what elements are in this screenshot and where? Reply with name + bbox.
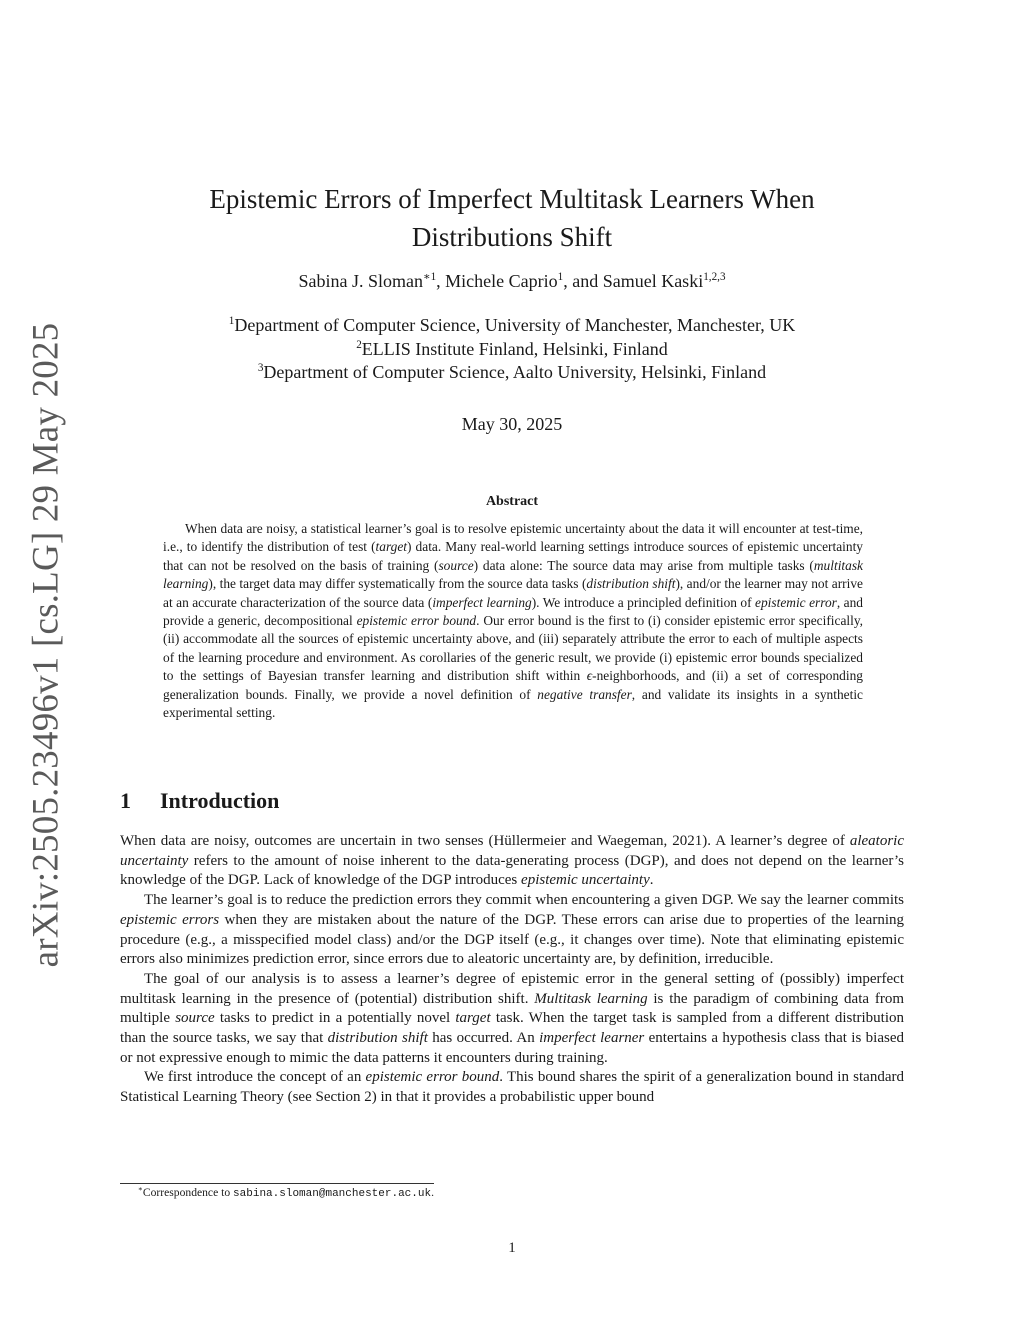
affiliation-text: Department of Computer Science, University of Manchester, Manchester, UK xyxy=(234,315,796,335)
affiliation-mark: 3 xyxy=(257,362,264,374)
affiliation xyxy=(150,314,874,338)
footnote-end: . xyxy=(431,1186,434,1199)
author-list: Sabina J. Sloman$^{∗1}$, Michele Caprio$^1$, and Samuel Kaski$^{1,2,3}$ xyxy=(298,271,726,291)
text-run: ). We introduce a principled definition of xyxy=(531,594,756,610)
emphasized-text: epistemic error bound xyxy=(356,613,477,629)
text-run: The learner’s goal is to reduce the prediction errors they commit when encountering a given DGP. We say the learner commits xyxy=(144,892,904,909)
emphasized-text: imperfect learning xyxy=(432,594,532,610)
text-run: tasks to predict in a potentially novel xyxy=(214,1010,456,1027)
emphasized-text: source xyxy=(175,1010,215,1027)
text-run: -neighborhoods, and (ii) a set of corresponding generalization bounds. Finally, we provide a novel definition of xyxy=(163,668,863,702)
emphasized-text: distribution shift xyxy=(327,1030,428,1047)
text-run: when they are mistaken about the nature of the DGP. These errors can arise due to properties of the learning procedure (e.g., a misspecified model class) and/or the DGP itself (e.g., it changes over time). Note that eliminating epistemic errors also minimizes prediction error, since errors due to aleatoric uncertainty are, by definition, irreducible. xyxy=(120,911,904,968)
abstract-body xyxy=(163,520,863,722)
emphasized-text: target xyxy=(375,539,408,555)
affiliation-text: Department of Computer Science, Aalto University, Helsinki, Finland xyxy=(263,362,767,382)
text-run: When data are noisy, a statistical learner’s goal is to resolve epistemic uncertainty about the data it will encounter at test-time, i.e., to identify the distribution of test ( xyxy=(163,521,863,555)
author-name: Samuel Kaski xyxy=(602,271,704,291)
emphasized-text: distribution shift xyxy=(586,576,676,592)
author-name: Sabina J. Sloman xyxy=(298,271,423,291)
text-run: ), the target data may differ systematically from the source data tasks ( xyxy=(208,576,587,592)
affiliation-list xyxy=(150,314,874,385)
author-affiliation-mark: ∗1 xyxy=(422,271,437,283)
affiliation-mark: 1 xyxy=(228,315,235,327)
page-number: 1 xyxy=(508,1240,516,1256)
paper-title: Epistemic Errors of Imperfect Multitask Learners When Distributions Shift xyxy=(209,184,815,252)
text-run: ), and/or the learner may not arrive at an accurate characterization of the source data ( xyxy=(163,576,864,610)
text-run: . xyxy=(649,872,654,889)
text-run: . This bound shares the spirit of a generalization bound in standard Statistical Learning Theory (see Section 2) in that it provides a probabilistic upper bound xyxy=(120,1069,904,1106)
text-run: task. When the target task is sampled from a different distribution than the source tasks, we say that xyxy=(120,1010,904,1047)
emphasized-text: imperfect learner xyxy=(539,1030,645,1047)
emphasized-text: aleatoric uncertainty xyxy=(120,833,904,869)
emphasized-text: ϵ xyxy=(586,668,593,684)
affiliation xyxy=(150,361,874,385)
emphasized-text: epistemic uncertainty xyxy=(521,872,650,889)
emphasized-text: epistemic errors xyxy=(120,911,220,928)
paragraph xyxy=(120,832,904,891)
affiliation xyxy=(150,338,874,362)
affiliation-text: ELLIS Institute Finland, Helsinki, Finland xyxy=(361,338,668,359)
text-run: refers to the amount of noise inherent to the data-generating process (DGP), and does not depend on the learner’s knowledge of the DGP. Lack of knowledge of the DGP introduces xyxy=(120,852,904,889)
emphasized-text: negative transfer xyxy=(537,686,632,702)
abstract-heading: Abstract xyxy=(485,494,539,509)
text-run: has occurred. An xyxy=(427,1030,540,1047)
text-run: , and validate its insights in a synthetic experimental setting. xyxy=(163,686,863,721)
text-run: entertains a hypothesis class that is biased or not expressive enough to mimic the data patterns it encounters during training. xyxy=(120,1030,905,1066)
correspondence-email-link[interactable]: sabina.sloman@manchester.ac.uk xyxy=(233,1188,432,1200)
emphasized-text: Multitask learning xyxy=(534,990,648,1007)
footnote-rule xyxy=(120,1183,434,1184)
paragraph xyxy=(120,1068,904,1107)
emphasized-text: target xyxy=(455,1010,491,1027)
section-heading xyxy=(120,788,279,814)
publication-date: May 30, 2025 xyxy=(461,414,563,434)
author-affiliation-mark: 1,2,3 xyxy=(703,271,726,283)
author-name: Michele Caprio xyxy=(445,271,558,291)
text-run: is the paradigm of combining data from multiple xyxy=(120,990,904,1027)
text-run: We first introduce the concept of an xyxy=(144,1069,366,1086)
text-run: ) data. Many real-world learning settings introduce sources of epistemic uncertainty that can not be resolved on the basis of training ( xyxy=(163,539,863,573)
emphasized-text: epistemic error xyxy=(755,594,837,610)
text-run: The goal of our analysis is to assess a learner’s degree of epistemic error in the general setting of (possibly) imperfect multitask learning in the presence of (potential) distribution shift. xyxy=(120,970,904,1007)
text-run: When data are noisy, outcomes are uncertain in two senses (Hüllermeier and Waegeman, 2021). A learner’s degree of xyxy=(120,833,850,849)
text-run: ) data alone: The source data may arise from multiple tasks ( xyxy=(473,557,814,573)
paragraph xyxy=(120,970,904,1069)
affiliation-mark: 2 xyxy=(356,338,362,351)
emphasized-text: epistemic error bound xyxy=(365,1069,500,1086)
author-affiliation-mark: 1 xyxy=(557,271,564,283)
footnote-mark: ∗ xyxy=(138,1185,143,1194)
footnote-text: Correspondence to xyxy=(142,1186,234,1199)
section-title: Introduction xyxy=(160,788,280,813)
text-run: . Our error bound is the first to (i) consider epistemic error specifically, (ii) accommodate all the sources of epistemic uncertainty above, and (iii) separately attribute the error to each of multiple aspects of the learning procedure and environment. As corollaries of the generic result, we provide (i) epistemic error bounds specialized to the settings of Bayesian transfer learning and distribution shift within xyxy=(163,613,864,684)
paragraph xyxy=(120,891,904,970)
arxiv-identifier-stamp: arXiv:2505.23496v1 [cs.LG] 29 May 2025 xyxy=(25,322,67,968)
text-run: , and provide a generic, decompositional xyxy=(163,594,864,629)
emphasized-text: multitask learning xyxy=(163,557,863,592)
emphasized-text: source xyxy=(438,557,474,573)
footnote xyxy=(138,1186,434,1200)
introduction-body xyxy=(120,832,904,1108)
section-number: 1 xyxy=(120,788,131,813)
